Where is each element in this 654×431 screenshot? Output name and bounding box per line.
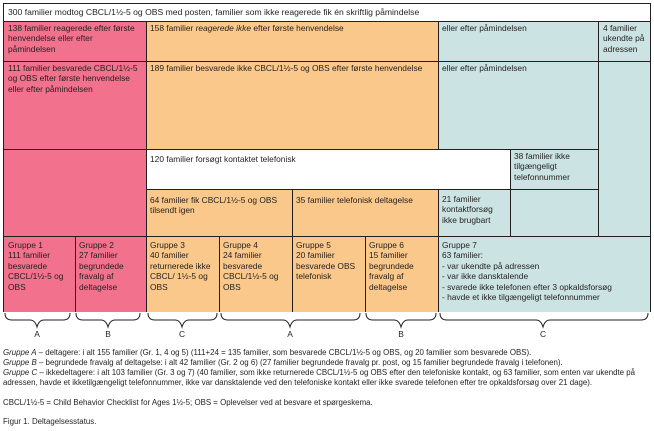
line-h-row1 [4,61,650,62]
caption-abbreviations: CBCL/1½-5 = Child Behavior Checklist for Ages 1½-5; OBS = Oplevelser ved at besvare et spørgeskema. [3,398,373,407]
brace-label-b2: B [398,329,404,339]
caption-group-a-text: – deltagere: i alt 155 familier (Gr. 1, 4 og 5) (111+24 = 135 familier, som besvarede CBCL/1½-5 og OBS, og 20 familier som besvarede OBS). [36,348,532,357]
row1-teal-box: eller efter påmindelsen [438,21,598,61]
line-h-header [4,21,650,22]
row3-white-box: 120 familier forsøgt kontaktet telefonisk [146,149,510,189]
group-7-box: Gruppe 7 63 familier: - var ukendte på adressen - var ikke dansktalende - svarede ikke telefonen efter 3 opkaldsforsøg - havde et ikke tilgængeligt telefonnummer [438,236,650,312]
line-v-292 [292,189,293,312]
caption-group-c [3,368,651,388]
caption-group-a [3,348,651,358]
brace-c1 [148,313,217,327]
brace-label-a1: A [34,329,40,339]
group-2-box: Gruppe 2 27 familier begrundede fravalg af deltagelse [75,236,146,312]
row2-orange-box: 189 familier besvarede ikke CBCL/1½-5 og OBS efter første henvendelse [146,61,438,149]
caption-group-b-text: – begrundede fravalg af deltagelse: i alt 42 familier (Gr. 2 og 6) (27 familier begrundede fravalg pr. post, og 15 familier begrundede fravalg i telefonen). [36,358,563,367]
row1-teal-box-unknown-address: 4 familier ukendte på adressen [598,21,650,61]
line-h-row3 [146,189,598,190]
brace-label-b1: B [105,329,111,339]
line-v-598 [598,21,599,236]
row1-orange-emphasis: reagerede ikke [195,23,252,33]
row1-orange-suffix: efter første henvendelse [251,23,344,33]
caption-group-c-term: Gruppe C [3,368,38,377]
caption-group-a-term: Gruppe A [3,348,37,357]
group-1-box: Gruppe 1 111 familier besvarede CBCL/1½-5 og OBS [4,236,75,312]
row4-phone-participation-box: 35 familier telefonisk deltagelse [292,189,438,236]
group-4-box: Gruppe 4 24 familier besvarede CBCL/1½-5 og OBS [219,236,292,312]
row3-pink-fill [4,149,146,236]
row1-orange-prefix: 158 familier [150,23,196,33]
group-3-box: Gruppe 3 40 familier returnerede ikke CBCL/ 1½-5 og OBS [146,236,219,312]
brace-b2 [366,313,436,327]
row4-sent-again-box: 64 familier fik CBCL/1½-5 og OBS tilsendt igen [146,189,292,236]
row1-orange-box [146,21,438,61]
line-v-365 [365,236,366,312]
figure-caption: Figur 1. Deltagelsesstatus. [3,417,97,426]
line-v-510 [510,149,511,236]
line-v-438-top [438,21,439,149]
line-v-75 [75,236,76,312]
row2-teal-box: eller efter påmindelsen [438,61,598,149]
row2-pink-box: 111 familier besvarede CBCL/1½-5 og OBS efter første henvendelse eller efter påmindelsen [4,61,146,149]
line-v-146 [146,21,147,312]
line-v-438-bottom [438,189,439,312]
brace-c2 [440,313,648,327]
caption-group-b [3,358,651,368]
row4-contact-failed-box: 21 familier kontaktforsøg ikke brugbart [438,189,510,236]
group-5-box: Gruppe 5 20 familier besvarede OBS telefonisk [292,236,365,312]
caption-group-c-text: – ikkedeltagere: i alt 103 familier (Gr. 3 og 7) (40 familier, som ikke returnerede CBCL/1½-5 og OBS efter den telefoniske kontakt, og 63 familier, som enten var ukendte på adressen, havde et ikketilgængeligt telefonnummer, ikke var dansktalende ved den telefoniske kontakt eller ikke svarede telefonen efter tre opkaldsforsøg over 21 dage). [3,368,636,388]
brace-label-c1: C [178,329,186,339]
caption-group-b-term: Gruppe B [3,358,37,367]
line-v-219 [219,236,220,312]
brace-label-a2: A [287,329,293,339]
row2-teal-fill [598,61,650,149]
brace-b1 [76,313,140,327]
row3-teal-box: 38 familier ikke tilgængeligt telefonnummer [510,149,598,189]
brace-label-c2: C [539,329,547,339]
line-h-row2 [4,149,598,150]
row1-pink-box: 138 familier reagerede efter første henvendelse eller efter påmindelsen [4,21,146,61]
row3-teal-fill [598,149,650,236]
line-h-row4 [4,236,650,237]
row4-teal-fill [510,189,598,236]
brace-a2 [221,313,360,327]
header-box: 300 familier modtog CBCL/1½-5 og OBS med posten, familier som ikke reagerede fik én skriftlig påmindelse [4,4,650,21]
brace-a1 [5,313,70,327]
group-6-box: Gruppe 6 15 familier begrundede fravalg af deltagelse [365,236,438,312]
